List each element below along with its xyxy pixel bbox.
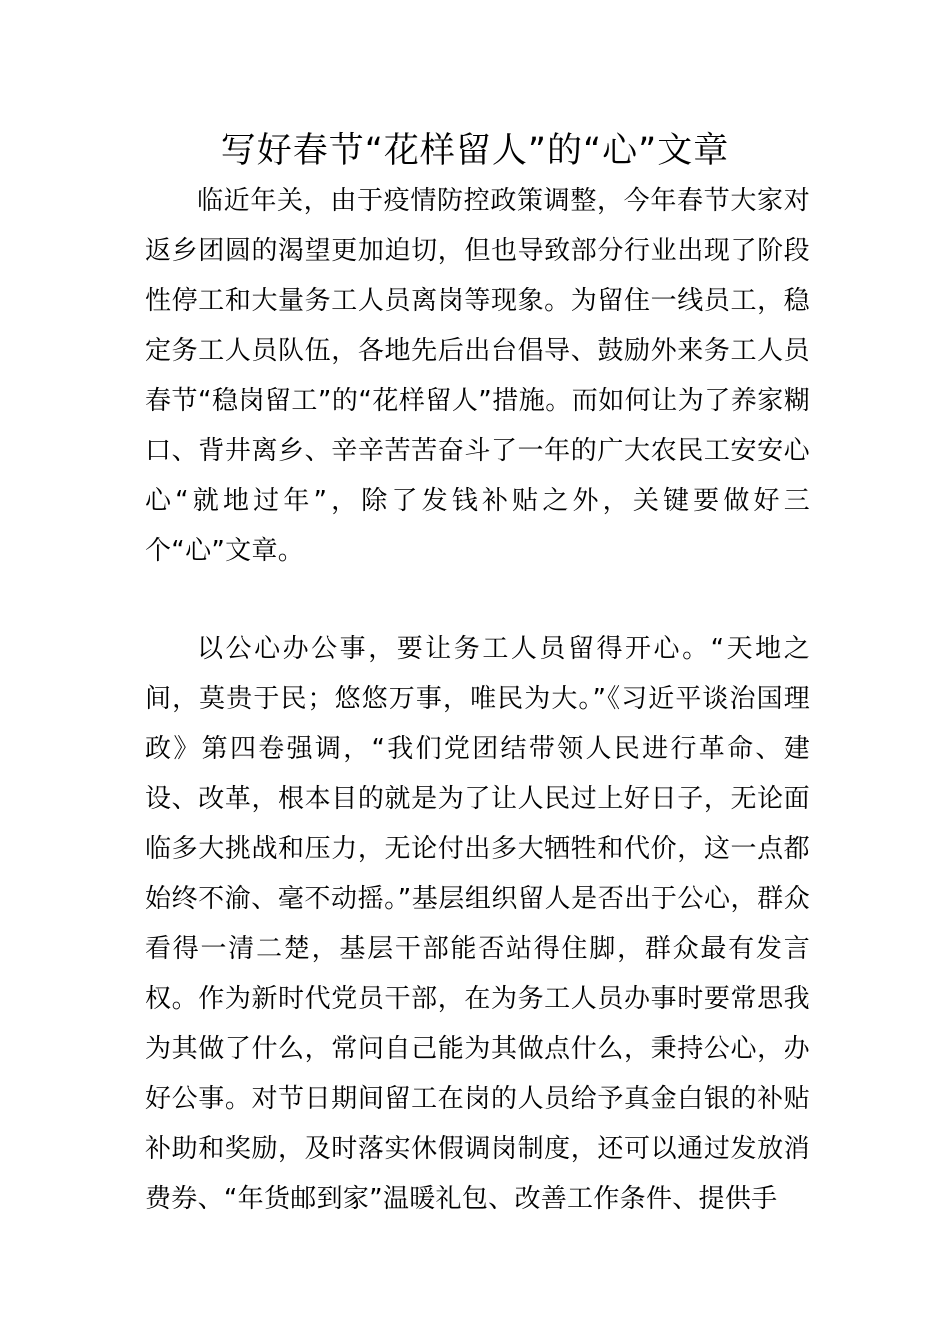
paragraph-intro: 临近年关，由于疫情防控政策调整，今年春节大家对返乡团圆的渴望更加迫切，但也导致部分行业出现了阶段性停工和大量务工人员离岗等现象。为留住一线员工，稳定务工人员队伍，各地先后出台倡导、鼓励外来务工人员春节“稳岗留工”的“花样留人”措施。而如何让为了养家糊口、背井离乡、辛辛苦苦奋斗了一年的广大农民工安安心心“就地过年”，除了发钱补贴之外，关键要做好三个“心”文章。 (145, 186, 810, 566)
paragraph-public-heart: 以公心办公事，要让务工人员留得开心。“天地之间，莫贵于民；悠悠万事，唯民为大。”《习近平谈治国理政》第四卷强调，“我们党团结带领人民进行革命、建设、改革，根本目的就是为了让人民过上好日子，无论面临多大挑战和压力，无论付出多大牺牲和代价，这一点都始终不渝、毫不动摇。”基层组织留人是否出于公心，群众看得一清二楚，基层干部能否站得住脚，群众最有发言权。作为新时代党员干部，在为务工人员办事时要常思我为其做了什么，常问自己能为其做点什么，秉持公心，办好公事。对节日期间留工在岗的人员给予真金白银的补贴补助和奖励，及时落实休假调岗制度，还可以通过发放消费券、“年货邮到家”温暖礼包、改善工作条件、提供手 (145, 634, 810, 1214)
document-title: 写好春节“花样留人”的“心”文章 (220, 131, 730, 171)
